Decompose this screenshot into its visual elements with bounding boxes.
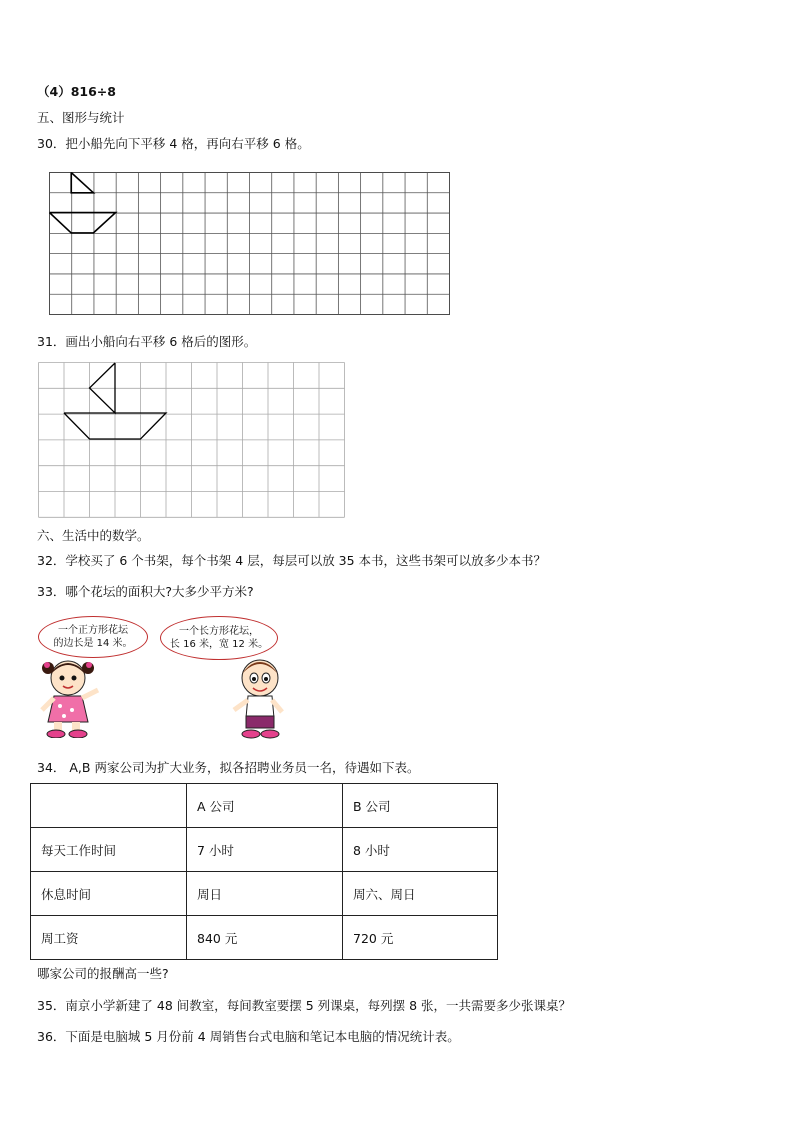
- question-31-grid: [38, 362, 348, 518]
- table-row: [31, 916, 498, 960]
- table-header-row: [31, 784, 498, 828]
- question-35: 35．南京小学新建了 48 间教室，每间教室要摆 5 列课桌，每列摆 8 张，一共需要多少张课桌？: [37, 998, 572, 1013]
- question-36: 36．下面是电脑城 5 月份前 4 周销售台式电脑和笔记本电脑的情况统计表。: [37, 1029, 460, 1044]
- item-4-division: （4）816÷8: [37, 84, 116, 99]
- table-header-cell: B 公司: [343, 784, 498, 828]
- table-cell: 840 元: [187, 916, 343, 960]
- boy-speech-bubble: 一个长方形花坛， 长 16 米，宽 12 米。: [160, 616, 278, 660]
- girl-speech-bubble: 一个正方形花坛 的边长是 14 米。: [38, 616, 148, 658]
- table-cell: 720 元: [343, 916, 498, 960]
- question-34-followup: 哪家公司的报酬高一些?: [37, 966, 169, 981]
- section-5-heading: 五、图形与统计: [37, 110, 125, 125]
- table-cell: 每天工作时间: [31, 828, 187, 872]
- girl-illustration: [34, 656, 104, 738]
- table-row: [31, 872, 498, 916]
- question-34: 34． A,B 两家公司为扩大业务，拟各招聘业务员一名，待遇如下表。: [37, 760, 420, 775]
- table-cell: 8 小时: [343, 828, 498, 872]
- table-row: [31, 828, 498, 872]
- question-30: 30．把小船先向下平移 4 格，再向右平移 6 格。: [37, 136, 310, 151]
- wage-table: [30, 783, 498, 960]
- boy-illustration: [226, 656, 292, 740]
- table-header-cell: A 公司: [187, 784, 343, 828]
- table-header-cell: [31, 784, 187, 828]
- section-6-heading: 六、生活中的数学。: [37, 528, 150, 543]
- question-31: 31．画出小船向右平移 6 格后的图形。: [37, 334, 257, 349]
- table-cell: 周六、周日: [343, 872, 498, 916]
- boat-shape-q30: [50, 173, 116, 233]
- table-cell: 休息时间: [31, 872, 187, 916]
- table-cell: 7 小时: [187, 828, 343, 872]
- question-32: 32．学校买了 6 个书架，每个书架 4 层，每层可以放 35 本书，这些书架可以放多少本书？: [37, 553, 547, 568]
- table-cell: 周日: [187, 872, 343, 916]
- table-cell: 周工资: [31, 916, 187, 960]
- question-30-grid: [49, 172, 451, 316]
- question-33: 33．哪个花坛的面积大?大多少平方米?: [37, 584, 254, 599]
